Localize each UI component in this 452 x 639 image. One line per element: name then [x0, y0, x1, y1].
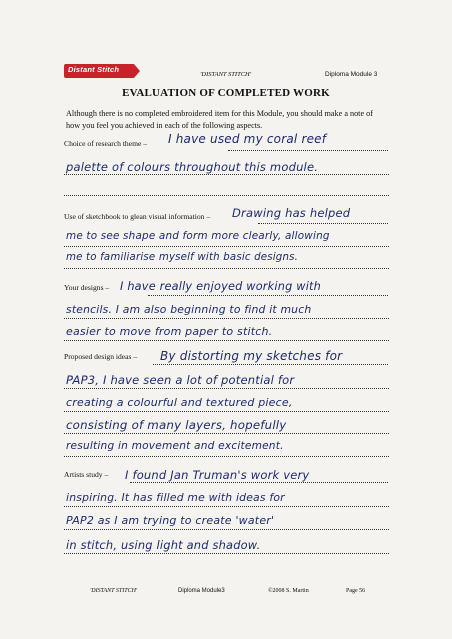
- dotted-line: [64, 195, 389, 196]
- footer-module-text: Diploma Module3: [178, 588, 225, 594]
- dotted-line: [130, 482, 388, 483]
- section-label-sketchbook: Use of sketchbook to glean visual information –: [64, 212, 211, 221]
- section-label-your-designs: Your designs –: [64, 283, 110, 292]
- handwriting-ideas-line-3: creating a colourful and textured piece,: [66, 396, 293, 409]
- handwriting-research-line-2: palette of colours throughout this module.: [66, 160, 319, 174]
- section-label-proposed-design-ideas: Proposed design ideas –: [64, 352, 138, 361]
- header-module-text: Diploma Module 3: [325, 71, 378, 78]
- page-number: Page 56: [346, 588, 366, 594]
- handwriting-ideas-line-2: PAP3, I have seen a lot of potential for: [66, 373, 295, 387]
- dotted-line: [64, 388, 389, 389]
- footer-copyright: ©2008 S. Martin: [268, 588, 309, 594]
- dotted-line: [64, 268, 389, 269]
- handwriting-ideas-line-4: consisting of many layers, hopefully: [66, 418, 287, 432]
- dotted-line: [153, 364, 388, 365]
- dotted-line: [64, 529, 389, 530]
- handwriting-artists-line-3: PAP2 as I am trying to create 'water': [66, 514, 275, 527]
- handwriting-designs-line-1: I have really enjoyed working with: [120, 280, 322, 293]
- section-label-research-theme: Choice of research theme –: [64, 139, 148, 148]
- handwriting-artists-line-2: inspiring. It has filled me with ideas for: [66, 491, 285, 504]
- dotted-line: [64, 340, 389, 341]
- handwriting-sketchbook-line-1: Drawing has helped: [232, 206, 351, 220]
- dotted-line: [64, 174, 389, 175]
- handwriting-designs-line-3: easier to move from paper to stitch.: [66, 325, 273, 338]
- dotted-line: [64, 456, 389, 457]
- handwriting-ideas-line-1: By distorting my sketches for: [160, 349, 343, 363]
- dotted-line: [64, 318, 389, 319]
- handwriting-sketchbook-line-2: me to see shape and form more clearly, allowing: [66, 230, 330, 242]
- handwriting-artists-line-4: in stitch, using light and shadow.: [66, 538, 261, 552]
- dotted-line: [258, 223, 388, 224]
- handwriting-research-line-1: I have used my coral reef: [168, 132, 327, 146]
- dotted-line: [64, 246, 389, 247]
- dotted-line: [228, 150, 388, 151]
- handwriting-designs-line-2: stencils. I am also beginning to find it much: [66, 303, 312, 316]
- dotted-line: [64, 411, 389, 412]
- intro-paragraph: Although there is no completed embroidered item for this Module, you should make a note of how you feel you achieved in each of the following aspects.: [66, 109, 373, 130]
- page-title: EVALUATION OF COMPLETED WORK: [122, 87, 330, 99]
- logo-text: Distant Stitch: [68, 65, 120, 74]
- footer-left-text: 'DISTANT STITCH': [90, 588, 138, 594]
- handwriting-artists-line-1: I found Jan Truman's work very: [125, 468, 310, 482]
- dotted-line: [64, 433, 389, 434]
- dotted-line: [64, 553, 389, 554]
- dotted-line: [148, 295, 388, 296]
- handwriting-sketchbook-line-3: me to familiarise myself with basic designs.: [66, 252, 299, 263]
- section-label-artists-study: Artists study –: [64, 470, 109, 479]
- handwriting-ideas-line-5: resulting in movement and excitement.: [66, 440, 284, 452]
- dotted-line: [64, 506, 389, 507]
- header-center-text: 'DISTANT STITCH': [200, 71, 252, 78]
